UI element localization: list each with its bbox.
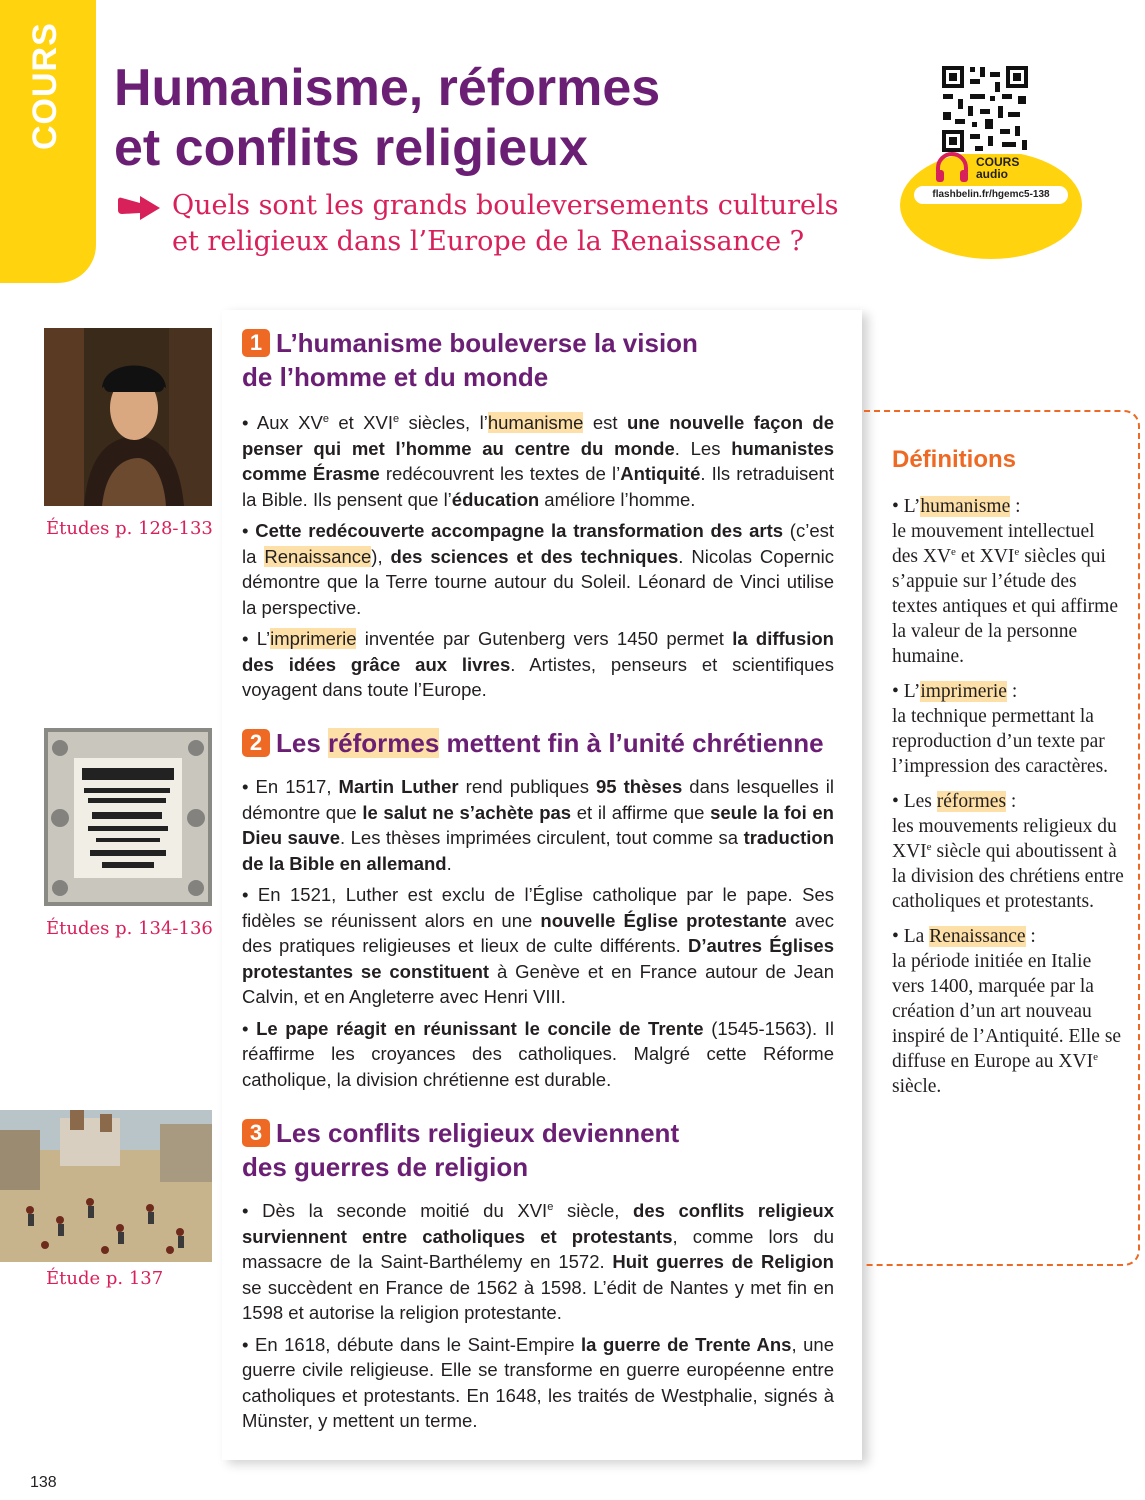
title-line-2: et conflits religieux [114, 119, 588, 177]
page-number: 138 [30, 1474, 57, 1491]
def-imprimerie-text: la technique permettant la reproduction d’un texte par l’impression des caractères. [892, 706, 1109, 777]
caption-2[interactable]: Études p. 134-136 [46, 918, 213, 939]
audio-course-block[interactable] [900, 56, 1085, 206]
page-title [114, 58, 660, 178]
def-humanisme-suffix: : [1010, 496, 1021, 517]
def-humanisme-term: humanisme [920, 496, 1011, 517]
caption-3[interactable]: Étude p. 137 [46, 1268, 164, 1289]
section-2-title-term: réformes [328, 728, 440, 758]
caption-1[interactable]: Études p. 128-133 [46, 518, 213, 539]
def-reformes-prefix: • Les [892, 791, 937, 812]
def-imprimerie-suffix: : [1006, 681, 1018, 702]
section-1-title-line-1: L’humanisme bouleverse la vision [276, 328, 698, 358]
section-1-para-2: • Cette redécouverte accompagne la transformation des arts (c’est la Renaissance), des sciences et des techniques. Nicolas Copernic démontre que la Terre tourne autour du Soleil. Léonard de Vinci utilise la perspective. [242, 520, 835, 618]
def-humanisme-prefix: • L’ [892, 496, 921, 517]
def-renaissance-suffix: : [1025, 926, 1036, 947]
def-humanisme-text: le mouvement intellectuel des XVe et XVIe siècles qui s’appuie sur l’étude des textes antiques et qui affirme la valeur de la personne humaine. [892, 521, 1118, 667]
title-line-1: Humanisme, réformes [114, 59, 661, 117]
audio-label [976, 156, 1019, 180]
section-3-para-2: • En 1618, débute dans le Saint-Empire la guerre de Trente Ans, une guerre civile religieuse. Elle se transforme en guerre européenne entre catholiques et protestants. En 1648, les traités de Westphalie, signés à Münster, y mettent un terme. [242, 1333, 834, 1431]
section-2-body [242, 774, 834, 1098]
section-3-title-line-1: Les conflits religieux deviennent [276, 1118, 680, 1148]
section-2-para-2: • En 1521, Luther est exclu de l’Église catholique par le pape. Ses fidèles se réunissent alors en une nouvelle Église protestante avec des pratiques religieuses et lieux de culte différents. D’autres Églises protestantes se constituent à Genève et en France autour de Jean Calvin, et en Angleterre avec Henri VIII. [242, 884, 835, 1007]
def-renaissance-text-1: la période initiée en Italie vers 1400, marquée par la création d’un art nouveau inspiré de l’Antiquité. Elle se diffuse en Europe au XVI [892, 951, 1122, 1072]
def-renaissance-prefix: • La [892, 926, 930, 947]
audio-label-line-1: COURS [976, 155, 1020, 169]
question-line-2: et religieux dans l’Europe de la Renaissance ? [172, 226, 805, 257]
section-3-para-1: • Dès la seconde moitié du XVIe siècle, des conflits religieux surviennent entre catholiques et protestants, comme lors du massacre de la Saint-Barthélemy en 1572. Huit guerres de Religion se succèdent en France de 1562 à 1598. L’édit de Nantes y met fin en 1598 et autorise la religion protestante. [242, 1200, 835, 1323]
def-imprimerie-prefix: • L’ [892, 681, 921, 702]
section-2-para-1: • En 1517, Martin Luther rend publiques 95 thèses dans lesquelles il démontre que le salut ne s’achète pas et il affirme que seule la foi en Dieu sauve. Les thèses imprimées circulent, tout comme sa traduction de la Bible en allemand. [242, 776, 835, 874]
section-3-title [242, 1116, 679, 1184]
headphones-icon [934, 152, 970, 184]
section-1-number: 1 [242, 329, 270, 357]
section-1-para-3: • L’imprimerie inventée par Gutenberg vers 1450 permet la diffusion des idées grâce aux livres. Artistes, penseurs et scientifiques voyagent dans toute l’Europe. [242, 628, 834, 700]
luther-bible-image [44, 728, 212, 906]
section-1-title [242, 326, 698, 394]
definitions-title: Définitions [892, 446, 1016, 473]
section-2-title-pre: Les [276, 728, 329, 758]
cours-tab [0, 0, 96, 283]
section-2-para-3: • Le pape réagit en réunissant le concile de Trente (1545-1563). Il réaffirme les croyances des catholiques. Malgré cette Réforme catholique, la division chrétienne est durable. [242, 1017, 834, 1090]
section-1-title-line-2: de l’homme et du monde [242, 362, 549, 392]
def-reformes-suffix: : [1006, 791, 1017, 812]
section-2-number: 2 [242, 729, 270, 757]
def-reformes-term: réformes [936, 791, 1007, 812]
question-line-1: Quels sont les grands bouleversements culturels [172, 190, 839, 221]
audio-link[interactable]: flashbelin.fr/hgemc5-138 [914, 186, 1068, 204]
saint-barthelemy-massacre-image [0, 1110, 212, 1262]
definitions-list [892, 494, 1124, 1109]
qr-code-icon[interactable] [940, 64, 1030, 154]
def-reformes-text: les mouvements religieux du XVIe siècle qui aboutissent à la division des chrétiens entre catholiques et protestants. [892, 816, 1124, 912]
key-question [116, 188, 839, 260]
arrow-right-icon [116, 194, 162, 222]
erasmus-portrait-image [44, 328, 212, 506]
cours-label: COURS [26, 22, 64, 150]
definition-renaissance [892, 924, 1124, 1099]
def-imprimerie-term: imprimerie [920, 681, 1007, 702]
section-1-para-1: • Aux XVe et XVIe siècles, l’humanisme est une nouvelle façon de penser qui met l’homme au centre du monde. Les humanistes comme Érasme redécouvrent les textes de l’Antiquité. Ils retraduisent la Bible. Ils pensent que l’éducation améliore l’homme. [242, 412, 835, 510]
def-renaissance-text-2: siècle. [892, 1076, 942, 1097]
def-renaissance-term: Renaissance [929, 926, 1026, 947]
section-3-title-line-2: des guerres de religion [242, 1152, 529, 1182]
section-3-body [242, 1198, 834, 1440]
definition-humanisme [892, 494, 1124, 669]
section-2-title-post: mettent fin à l’unité chrétienne [439, 728, 824, 758]
definition-reformes [892, 789, 1124, 914]
audio-label-line-2: audio [976, 167, 1008, 181]
definition-imprimerie [892, 679, 1124, 779]
section-3-number: 3 [242, 1119, 270, 1147]
section-1-body [242, 410, 834, 709]
def-renaissance-text: la période initiée en Italie vers 1400, marquée par la création d’un art nouveau inspiré de l’Antiquité. Elle se diffuse en Europe au XVIe siècle. [892, 951, 1122, 1097]
section-2-title [242, 726, 824, 760]
